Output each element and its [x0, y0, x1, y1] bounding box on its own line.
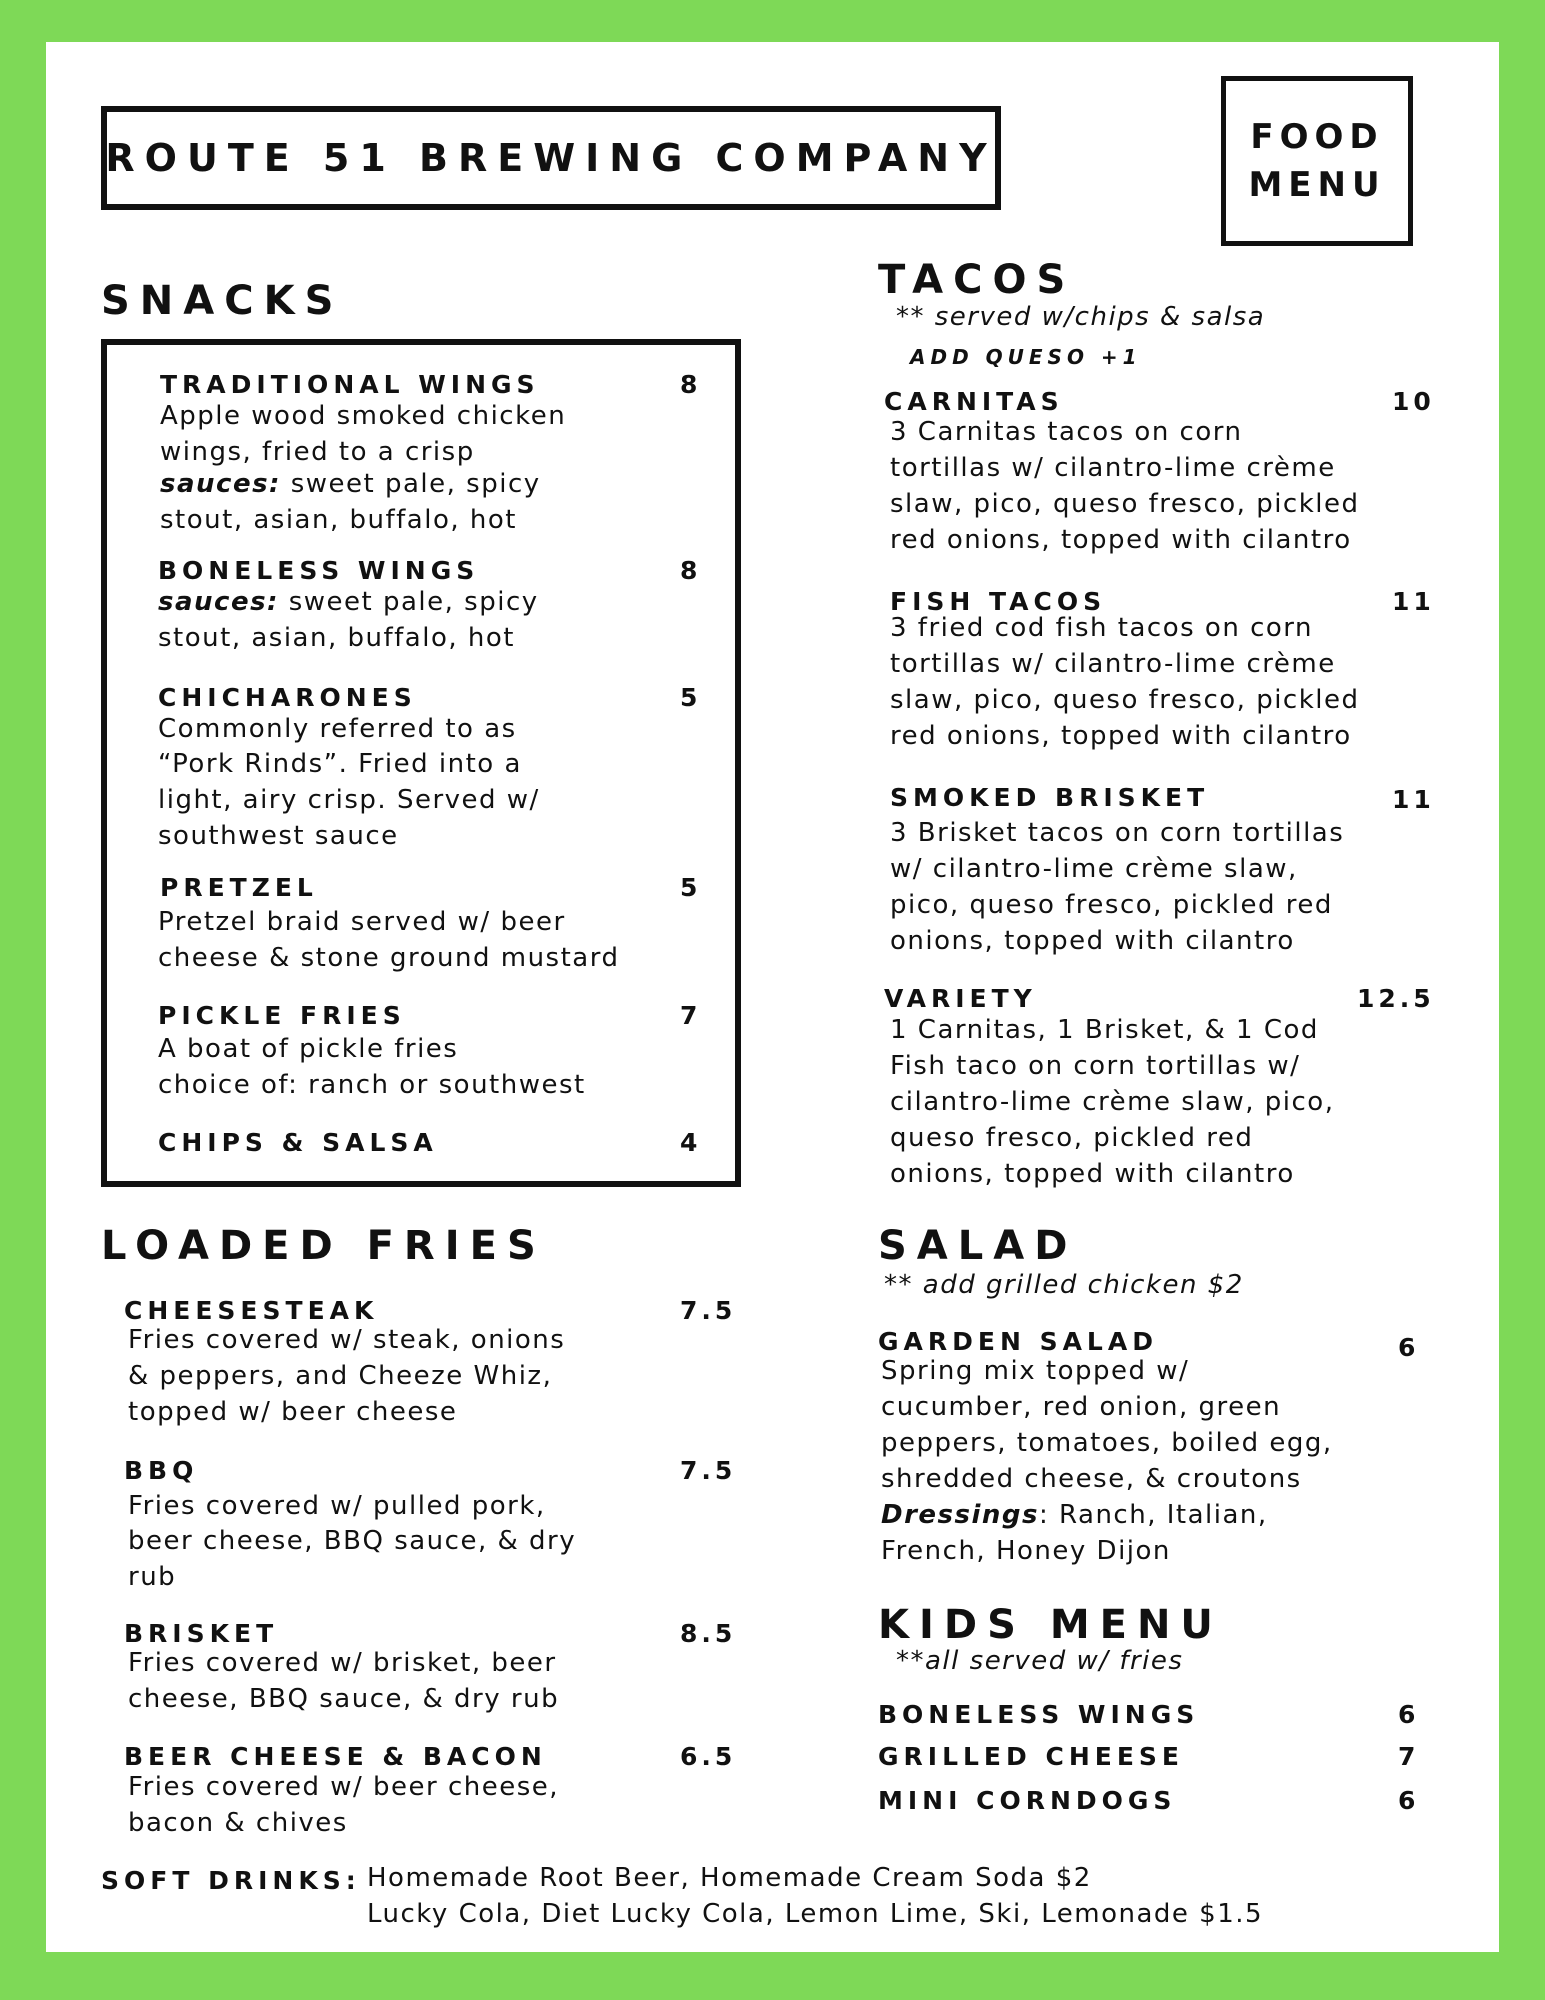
sauces-label: sauces:	[158, 587, 279, 617]
soft-drinks-line-2: Lucky Cola, Diet Lucky Cola, Lemon Lime, Ski, Lemonade $1.5	[367, 1899, 1264, 1929]
beer-cheese-bacon-desc-2: bacon & chives	[128, 1808, 348, 1838]
chicharones-name: CHICHARONES	[158, 683, 417, 712]
traditional-wings-desc-4: stout, asian, buffalo, hot	[160, 505, 517, 535]
kids-mini-corndogs-name: MINI CORNDOGS	[878, 1786, 1177, 1815]
bbq-desc-2: beer cheese, BBQ sauce, & dry	[128, 1526, 577, 1556]
pretzel-price: 5	[680, 873, 702, 902]
cheesesteak-price: 7.5	[680, 1296, 737, 1325]
pickle-fries-price: 7	[680, 1001, 702, 1030]
bbq-desc-3: rub	[128, 1562, 177, 1592]
boneless-wings-name: BONELESS WINGS	[158, 556, 480, 585]
carnitas-desc-4: red onions, topped with cilantro	[890, 525, 1352, 555]
dressings-text: : Ranch, Italian,	[1039, 1500, 1268, 1530]
smoked-brisket-desc-4: onions, topped with cilantro	[890, 926, 1295, 956]
loaded-fries-heading: LOADED FRIES	[101, 1223, 546, 1269]
variety-desc-5: onions, topped with cilantro	[890, 1159, 1295, 1189]
pickle-fries-name: PICKLE FRIES	[158, 1001, 406, 1030]
garden-salad-price: 6	[1398, 1333, 1420, 1362]
carnitas-desc-2: tortillas w/ cilantro-lime crème	[890, 453, 1336, 483]
garden-salad-dressings	[881, 1497, 1268, 1533]
tacos-heading: TACOS	[878, 257, 1076, 303]
cheesesteak-desc-2: & peppers, and Cheeze Whiz,	[128, 1361, 553, 1391]
carnitas-desc-1: 3 Carnitas tacos on corn	[890, 417, 1243, 447]
kids-mini-corndogs-price: 6	[1398, 1786, 1420, 1815]
variety-desc-1: 1 Carnitas, 1 Brisket, & 1 Cod	[890, 1015, 1319, 1045]
chicharones-desc-2: “Pork Rinds”. Fried into a	[158, 749, 522, 779]
boneless-wings-desc-2: stout, asian, buffalo, hot	[158, 623, 515, 653]
cheesesteak-name: CHEESESTEAK	[124, 1296, 379, 1325]
fish-tacos-desc-1: 3 fried cod fish tacos on corn	[890, 613, 1313, 643]
title-box	[101, 106, 1001, 210]
beer-cheese-bacon-desc-1: Fries covered w/ beer cheese,	[128, 1772, 560, 1802]
traditional-wings-desc-2: wings, fried to a crisp	[160, 437, 475, 467]
variety-desc-4: queso fresco, pickled red	[890, 1123, 1254, 1153]
carnitas-name: CARNITAS	[884, 387, 1064, 416]
brisket-fries-desc-1: Fries covered w/ brisket, beer	[128, 1648, 557, 1678]
variety-desc-2: Fish taco on corn tortillas w/	[890, 1051, 1301, 1081]
food-menu-box	[1221, 76, 1413, 246]
soft-drinks-line-1: Homemade Root Beer, Homemade Cream Soda $2	[367, 1863, 1092, 1893]
bbq-price: 7.5	[680, 1456, 737, 1485]
food-menu-line2: MENU	[1248, 165, 1386, 205]
beer-cheese-bacon-name: BEER CHEESE & BACON	[124, 1742, 547, 1771]
salad-note: ** add grilled chicken $2	[884, 1270, 1244, 1300]
kids-grilled-cheese-name: GRILLED CHEESE	[878, 1742, 1184, 1771]
add-queso-note: ADD QUESO +1	[910, 345, 1142, 369]
soft-drinks-label: SOFT DRINKS:	[101, 1866, 361, 1895]
restaurant-title: ROUTE 51 BREWING COMPANY	[105, 136, 997, 180]
snacks-heading: SNACKS	[101, 278, 344, 324]
salad-heading: SALAD	[878, 1223, 1078, 1269]
fish-tacos-desc-2: tortillas w/ cilantro-lime crème	[890, 649, 1336, 679]
variety-name: VARIETY	[884, 984, 1037, 1013]
brisket-fries-name: BRISKET	[124, 1619, 279, 1648]
traditional-wings-desc-1: Apple wood smoked chicken	[160, 401, 567, 431]
fish-tacos-price: 11	[1392, 587, 1435, 616]
chicharones-desc-4: southwest sauce	[158, 821, 399, 851]
chicharones-price: 5	[680, 683, 702, 712]
kids-menu-heading: KIDS MENU	[878, 1602, 1223, 1648]
bbq-name: BBQ	[124, 1456, 199, 1485]
chicharones-desc-1: Commonly referred to as	[158, 714, 517, 744]
pickle-fries-desc-2: choice of: ranch or southwest	[158, 1070, 586, 1100]
tacos-note: ** served w/chips & salsa	[896, 302, 1266, 332]
dressings-label: Dressings	[881, 1500, 1039, 1530]
kids-boneless-wings-price: 6	[1398, 1700, 1420, 1729]
pretzel-desc-1: Pretzel braid served w/ beer	[158, 907, 566, 937]
traditional-wings-price: 8	[680, 370, 702, 399]
garden-salad-name: GARDEN SALAD	[878, 1327, 1158, 1356]
smoked-brisket-price: 11	[1392, 785, 1435, 814]
sauces-label: sauces:	[160, 469, 281, 499]
cheesesteak-desc-1: Fries covered w/ steak, onions	[128, 1325, 566, 1355]
carnitas-desc-3: slaw, pico, queso fresco, pickled	[890, 489, 1360, 519]
carnitas-price: 10	[1392, 387, 1435, 416]
cheesesteak-desc-3: topped w/ beer cheese	[128, 1397, 458, 1427]
garden-salad-desc-4: shredded cheese, & croutons	[881, 1464, 1302, 1494]
garden-salad-desc-2: cucumber, red onion, green	[881, 1392, 1282, 1422]
kids-boneless-wings-name: BONELESS WINGS	[878, 1700, 1200, 1729]
garden-salad-desc-3: peppers, tomatoes, boiled egg,	[881, 1428, 1333, 1458]
smoked-brisket-desc-2: w/ cilantro-lime crème slaw,	[890, 854, 1298, 884]
variety-price: 12.5	[1357, 984, 1435, 1013]
brisket-fries-desc-2: cheese, BBQ sauce, & dry rub	[128, 1684, 560, 1714]
kids-grilled-cheese-price: 7	[1398, 1742, 1420, 1771]
sauces-text: sweet pale, spicy	[278, 587, 539, 617]
pretzel-desc-2: cheese & stone ground mustard	[158, 943, 620, 973]
smoked-brisket-desc-3: pico, queso fresco, pickled red	[890, 890, 1333, 920]
pickle-fries-desc-1: A boat of pickle fries	[158, 1034, 459, 1064]
garden-salad-desc-1: Spring mix topped w/	[881, 1356, 1190, 1386]
smoked-brisket-name: SMOKED BRISKET	[890, 783, 1210, 812]
fish-tacos-desc-4: red onions, topped with cilantro	[890, 721, 1352, 751]
traditional-wings-name: TRADITIONAL WINGS	[160, 370, 540, 399]
variety-desc-3: cilantro-lime crème slaw, pico,	[890, 1087, 1335, 1117]
garden-salad-desc-6: French, Honey Dijon	[881, 1536, 1171, 1566]
fish-tacos-desc-3: slaw, pico, queso fresco, pickled	[890, 685, 1360, 715]
beer-cheese-bacon-price: 6.5	[680, 1742, 737, 1771]
boneless-wings-sauces	[158, 584, 539, 620]
chicharones-desc-3: light, airy crisp. Served w/	[158, 785, 540, 815]
traditional-wings-sauces	[160, 466, 541, 502]
bbq-desc-1: Fries covered w/ pulled pork,	[128, 1491, 546, 1521]
sauces-text: sweet pale, spicy	[280, 469, 541, 499]
pretzel-name: PRETZEL	[160, 873, 318, 902]
boneless-wings-price: 8	[680, 556, 702, 585]
food-menu-line1: FOOD	[1250, 117, 1384, 157]
smoked-brisket-desc-1: 3 Brisket tacos on corn tortillas	[890, 818, 1345, 848]
chips-salsa-name: CHIPS & SALSA	[158, 1128, 438, 1157]
fish-tacos-name: FISH TACOS	[890, 587, 1107, 616]
chips-salsa-price: 4	[680, 1128, 702, 1157]
kids-menu-note: **all served w/ fries	[896, 1646, 1184, 1676]
brisket-fries-price: 8.5	[680, 1619, 737, 1648]
